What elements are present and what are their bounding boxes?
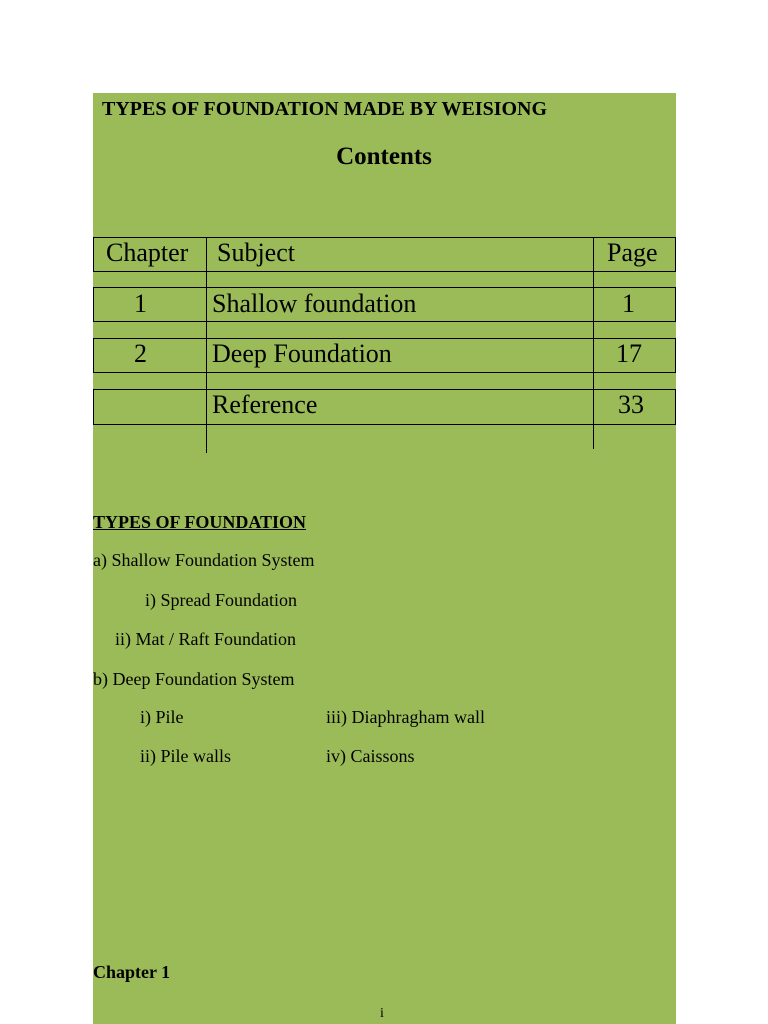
toc-row — [93, 389, 676, 425]
section-heading: TYPES OF FOUNDATION — [93, 512, 307, 532]
toc-page-number: 17 — [616, 339, 642, 368]
toc-chapter-number: 1 — [134, 289, 147, 318]
list-item: iii) Diaphragham wall — [326, 707, 485, 727]
list-item: ii) Pile walls — [140, 746, 231, 766]
toc-subject: Deep Foundation — [212, 339, 392, 368]
list-item: i) Pile — [140, 707, 184, 727]
shallow-system-label: a) Shallow Foundation System — [93, 550, 315, 570]
toc-page-number: 33 — [618, 390, 644, 419]
contents-heading: Contents — [336, 143, 432, 170]
chapter-label: Chapter 1 — [93, 962, 171, 982]
page-number: i — [380, 1006, 384, 1021]
toc-subject: Shallow foundation — [212, 289, 417, 318]
deep-system-label: b) Deep Foundation System — [93, 669, 295, 689]
toc-header-chapter: Chapter — [106, 238, 189, 267]
toc-chapter-number: 2 — [134, 339, 147, 368]
list-item: iv) Caissons — [326, 746, 415, 766]
toc-header-subject: Subject — [217, 238, 295, 267]
toc-page-number: 1 — [622, 289, 635, 318]
list-item: ii) Mat / Raft Foundation — [115, 629, 296, 649]
toc-header-page: Page — [607, 238, 658, 267]
toc-column-divider — [593, 237, 594, 449]
document-title: TYPES OF FOUNDATION MADE BY WEISIONG — [102, 98, 548, 120]
list-item: i) Spread Foundation — [145, 590, 297, 610]
toc-subject: Reference — [212, 390, 318, 419]
toc-column-divider — [206, 237, 207, 453]
